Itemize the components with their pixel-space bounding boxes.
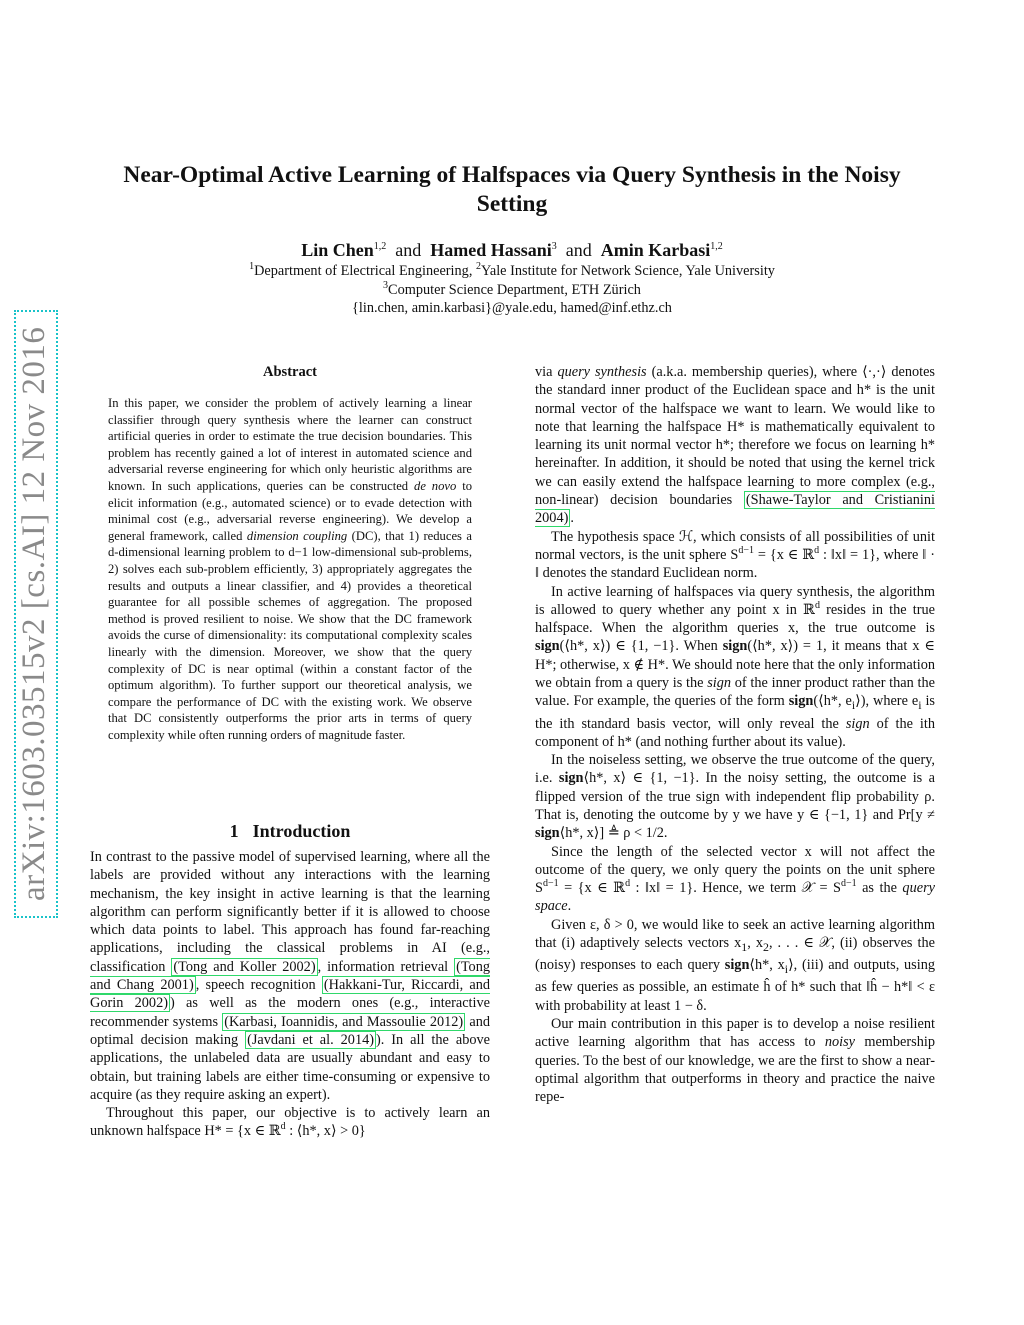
abstract-heading: Abstract [263,364,317,380]
citation-link[interactable]: (Karbasi, Ioannidis, and Massoulie 2012) [224,1013,464,1030]
author-line: Lin Chen$^{1,2}$ and Hamed Hassani$^3$ and Amin Karbasi$^{1,2}$ [301,240,723,260]
affiliations: $^1$Department of Electrical Engineering, $^2$Yale Institute for Network Science, Yale University $^3$Computer Science Department, ETH Zürich {lin.chen, amin.karbasi}@yale.edu, hamed@inf.ethz.ch [100,262,924,318]
author-name: Amin Karbasi [600,240,711,260]
paragraph: Given ε, δ > 0, we would like to seek an active learning algorithm that (i) adaptively selects vectors $x_1$, $x_2$, . . . ∈ 𝒳, (ii) observes the (noisy) responses to each query sign⟨h*, $x_i⟩$, (iii) and outputs, using as few queries as possible, an estimate ĥ of h* such that ‖ĥ − h*‖ < ε with probability at least 1 − δ. [535,916,936,1014]
citation-link[interactable]: (Tong and Koller 2002) [173,958,316,975]
author-name: Lin Chen [301,240,374,260]
paragraph: In active learning of halfspaces via query synthesis, the algorithm is allowed to query whether any point x in ℝ$^d$ resides in the true halfspace. When the algorithm queries x, the true outcome is sign(⟨h*, x⟩) ∈ {1, −1}. When sign(⟨h*, x⟩) = 1, it means that x ∈ H*; otherwise, x ∉ H*. We should note here that the only information we obtain from a query is the sign of the inner product rather than the value. For example, the queries of the form sign(⟨h*, $e_i⟩$), where $e_i$ is the ith standard basis vector, will only reveal the sign of the ith component of h* (and nothing further about its value). [535,583,935,750]
intro-column [90,848,490,1141]
right-column [535,363,935,1106]
paragraph: The hypothesis space ℋ, which consists of all possibilities of unit normal vectors, is the unit sphere $S^{d-1} = \{x$ ∈ ℝ$^d$ : ‖x‖ = 1}, where ‖ · ‖ denotes the standard Euclidean norm. [535,528,935,582]
author-name: Hamed Hassani [430,240,552,260]
author-emails: {lin.chen, amin.karbasi}@yale.edu, hamed@inf.ethz.ch [352,300,672,317]
paper-title: Near-Optimal Active Learning of Halfspaces via Query Synthesis in the Noisy Setting [123,162,901,217]
citation-link[interactable]: (Shawe-Taylor and Cristianini 2004) [535,492,935,527]
section-heading: 1 Introduction [229,821,351,841]
abstract-body: In this paper, we consider the problem of actively learning a linear classifier through query synthesis where the learner can construct artificial queries in order to estimate the true decision boundaries. This problem has recently gained a lot of interest in automated science and adversarial reverse engineering for which only heuristic algorithms are known. In such applications, queries can be constructed de novo to elicit information (e.g., automated science) or to evade detection with minimal cost (e.g., adversarial reverse engineering). We develop a general framework, called dimension coupling (DC), that 1) reduces a d-dimensional learning problem to d−1 low-dimensional sub-problems, 2) solves each sub-problem efficiently, 3) appropriately aggregates the results and outputs a linear classifier, and 4) provides a theoretical guarantee for all possible schemes of aggregation. The proposed method is proved resilient to noise. We show that the DC framework avoids the curse of dimensionality: its computational complexity scales linearly with the dimension. Moreover, we show that the query complexity of DC is near optimal (within a constant factor of the optimum algorithm). To further support our theoretical analysis, we compare the performance of DC with the existing work. We observe that DC consistently outperforms the prior arts in terms of query complexity while often running orders of magnitude faster. [108,396,472,742]
citation-link[interactable]: (Hakkani-Tur, Riccardi, and Gorin 2002) [90,977,490,1012]
paragraph: Since the length of the selected vector x will not affect the outcome of the query, we only query the points on the unit sphere $S^{d-1} = \{x$ ∈ ℝ$^d$ : ‖x‖ = 1}. Hence, we term 𝒳 = $S^{d-1}$ as the query space. [535,843,935,915]
paragraph: Our main contribution in this paper is to develop a noise resilient active learning algorithm that has access to noisy membership queries. To the best of our knowledge, we are the first to show a near-optimal algorithm that outperforms in theory and practice the naive repe- [535,1015,935,1106]
citation-link[interactable]: (Tong and Chang 2001) [90,958,491,994]
paragraph: In the noiseless setting, we observe the true outcome of the query, i.e. sign⟨h*, x⟩ ∈ {1, −1}. In the noisy setting, the outcome is a flipped version of the true sign with independent flip probability ρ. That is, denoting the outcome by y we have y ∈ {−1, 1} and Pr[y ≠ sign⟨h*, x⟩] ≜ ρ < 1/2. [535,752,935,842]
paragraph: In contrast to the passive model of supervised learning, where all the labels are provided without any interactions with the learning mechanism, the key insight in active learning is that the learning algorithm can perform significantly better if it is allowed to choose which data points to label. This approach has found far-reaching applications, including the classical problems in AI (e.g., classification (Tong and Koller 2002) , information retrieval (Tong and Chang 2001) , speech recognition (Hakkani-Tur, Riccardi, and Gorin 2002) ) as well as the modern ones (e.g., interactive recommender systems (Karbasi, Ioannidis, and Massoulie 2012) and optimal decision making (Javdani et al. 2014) ). In all the above applications, the unlabeled data are usually abundant and easy to obtain, but training labels are either time-consuming or expensive to acquire (as they require asking an expert). [90,849,491,1103]
citation-link[interactable]: (Javdani et al. 2014) [247,1031,374,1048]
paragraph: Throughout this paper, our objective is to actively learn an unknown halfspace H* = {x ∈ ℝ$^d$ : ⟨h*, x⟩ > 0} [90,1105,490,1140]
arxiv-identifier: arXiv:1603.03515v2 [cs.AI] 12 Nov 2016 [14,310,58,918]
paragraph: via query synthesis (a.k.a. membership queries), where ⟨·,·⟩ denotes the standard inner product of the Euclidean space and h* is the unit normal vector of the halfspace we want to learn. We would like to note that learning the halfspace H* is mathematically equivalent to learning its unit normal vector h*; therefore we focus on learning h* hereinafter. In addition, it should be noted that using the kernel trick we can easily extend the halfspace learning to more complex (e.g., non-linear) decision boundaries (Shawe-Taylor and Cristianini 2004) . [535,364,935,527]
